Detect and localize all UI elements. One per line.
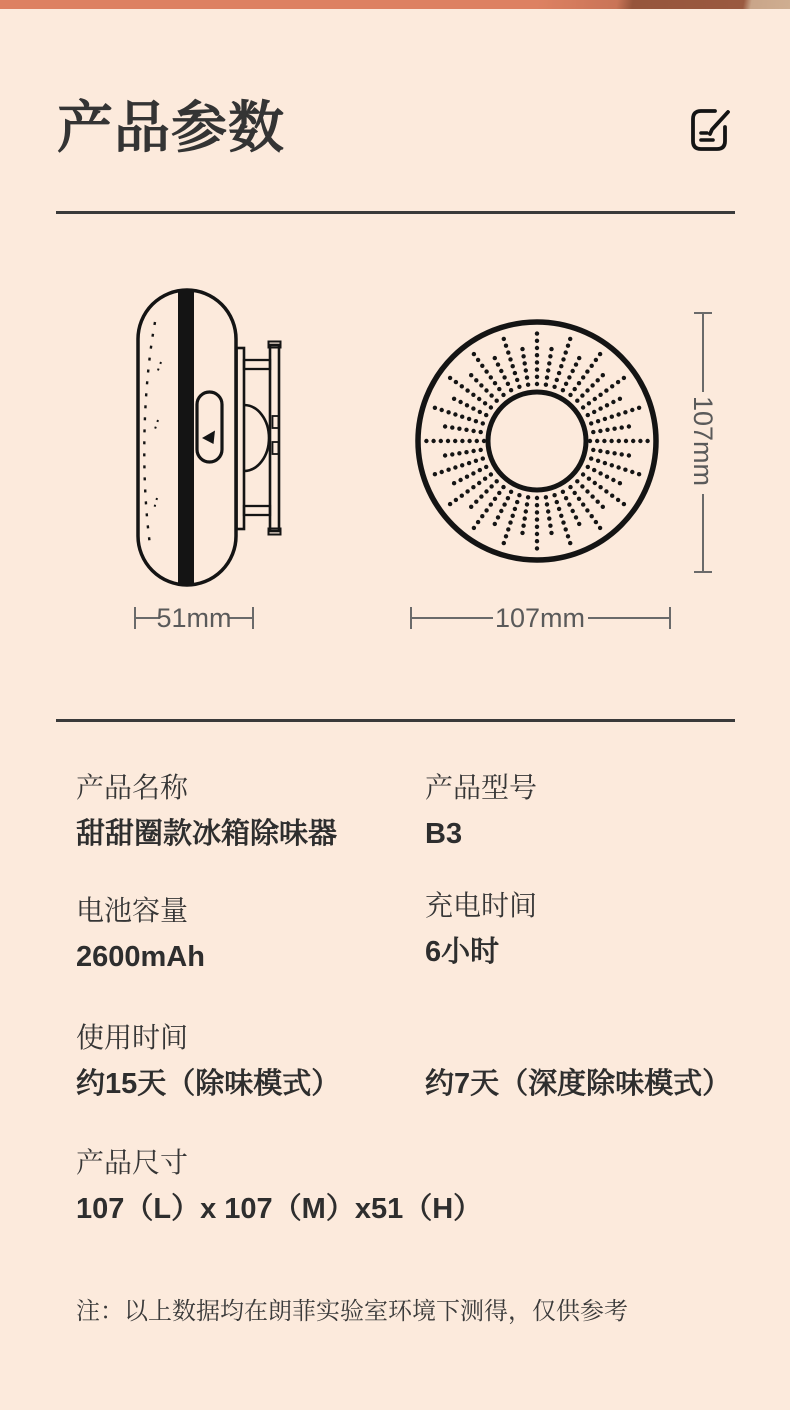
- spec-value: 甜甜圈款冰箱除味器: [76, 818, 338, 850]
- front-width-dimension: [411, 603, 670, 633]
- spec-value: B3: [425, 818, 463, 850]
- spec-charge-time: [425, 889, 537, 970]
- donut-vent-dots: [424, 331, 650, 550]
- spec-label: 产品尺寸: [76, 1147, 189, 1178]
- spec-product-name: [76, 771, 337, 852]
- edit-compose-icon: [686, 106, 734, 154]
- product-diagram: [57, 270, 733, 660]
- spec-value: 2600mAh: [76, 941, 205, 973]
- spec-usage-time-deep: [425, 1021, 731, 1102]
- front-view-drawing: [418, 322, 656, 560]
- page-title: 产品参数: [57, 96, 285, 159]
- front-height-label: 107mm: [688, 395, 718, 487]
- spec-label: 使用时间: [76, 1022, 189, 1053]
- spec-value: 107（L）x 107（M）x51（H）: [76, 1193, 483, 1225]
- footnote: 注：以上数据均在朗菲实验室环境下测得，仅供参考: [76, 1298, 628, 1325]
- spec-product-size: [76, 1146, 482, 1227]
- spec-usage-time: [76, 1021, 340, 1102]
- side-view-drawing: [138, 290, 281, 585]
- side-width-dimension: [135, 603, 253, 633]
- front-width-label: 107mm: [494, 603, 586, 633]
- spec-label: 产品型号: [425, 772, 538, 803]
- divider-top: [56, 211, 735, 214]
- front-height-dimension: [688, 313, 718, 572]
- spec-label: [425, 1021, 731, 1055]
- divider-specs: [56, 719, 735, 722]
- spec-value: 约7天（深度除味模式）: [425, 1068, 732, 1100]
- spec-value: 约15天（除味模式）: [76, 1068, 341, 1100]
- button-arrow-glyph: [202, 431, 215, 445]
- spec-value: 6小时: [425, 936, 500, 968]
- spec-label: 充电时间: [425, 890, 538, 921]
- top-banner: [0, 0, 790, 9]
- spec-label: 电池容量: [76, 895, 189, 926]
- spec-label: 产品名称: [76, 772, 189, 803]
- spec-battery-capacity: [76, 894, 205, 975]
- side-width-label: 51mm: [156, 603, 232, 633]
- spec-product-model: [425, 771, 537, 852]
